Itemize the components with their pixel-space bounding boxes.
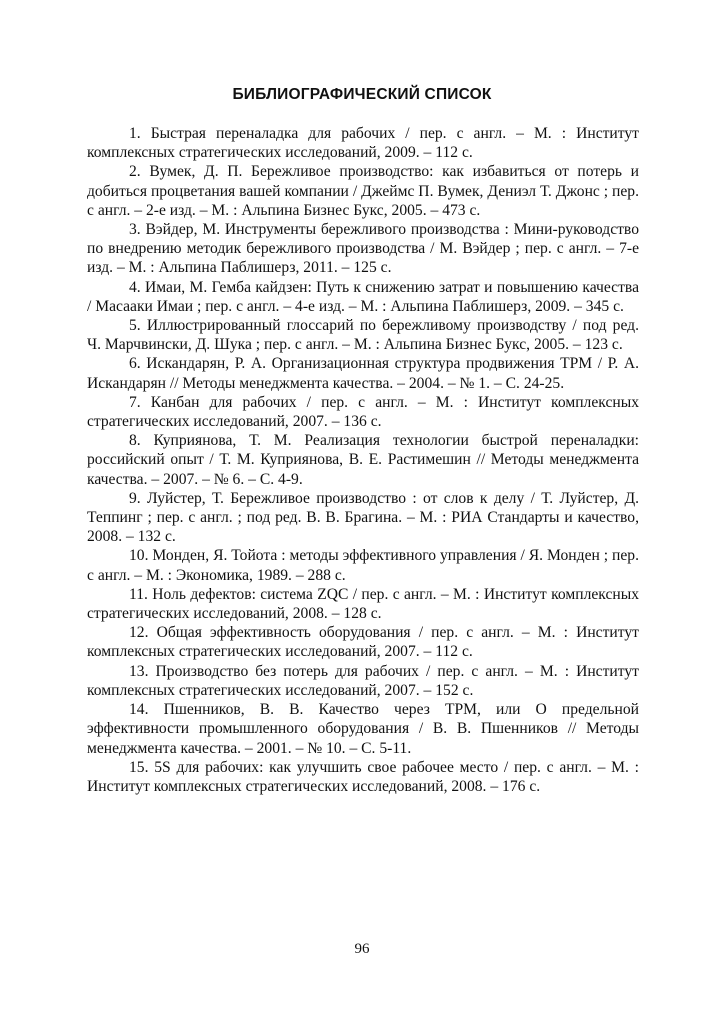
bibliography-entry: 1. Быстрая переналадка для рабочих / пер. с англ. – М. : Институт комплексных стратегических исследований, 2009. – 112 с. — [87, 125, 639, 162]
bibliography-entry: 12. Общая эффективность оборудования / пер. с англ. – М. : Институт комплексных стратегических исследований, 2007. – 112 с. — [87, 624, 639, 661]
bibliography-entry: 13. Производство без потерь для рабочих / пер. с англ. – М. : Институт комплексных стратегических исследований, 2007. – 152 с. — [87, 662, 639, 699]
bibliography-entry: 9. Луйстер, Т. Бережливое производство : от слов к делу / Т. Луйстер, Д. Теппинг ; пер. с англ. ; под ред. В. В. Брагина. – М. : РИА Стандарты и качество, 2008. – 132 с. — [87, 489, 639, 546]
bibliography-entry: 15. 5S для рабочих: как улучшить свое рабочее место / пер. с англ. – М. : Институт комплексных стратегических исследований, 2008. – 176 с. — [87, 758, 639, 795]
bibliography-list — [87, 124, 639, 796]
page-title: БИБЛИОГРАФИЧЕСКИЙ СПИСОК — [232, 86, 492, 103]
bibliography-entry: 4. Имаи, М. Гемба кайдзен: Путь к снижению затрат и повышению качества / Масааки Имаи ; пер. с англ. – 4-е изд. – М. : Альпина Паблишерз, 2009. – 345 с. — [87, 278, 639, 315]
bibliography-entry: 2. Вумек, Д. П. Бережливое производство: как избавиться от потерь и добиться процветания вашей компании / Джеймс П. Вумек, Дениэл Т. Джонс ; пер. с англ. – 2-е изд. – М. : Альпина Бизнес Букс, 2005. – 473 с. — [87, 163, 639, 219]
bibliography-entry: 7. Канбан для рабочих / пер. с англ. – М. : Институт комплексных стратегических исследований, 2007. – 136 с. — [87, 393, 639, 431]
bibliography-entry: 8. Куприянова, Т. М. Реализация технологии быстрой переналадки: российский опыт / Т. М. Куприянова, В. Е. Растимешин // Методы менеджмента качества. – 2007. – № 6. – С. 4-9. — [87, 432, 639, 488]
bibliography-entry: 11. Ноль дефектов: система ZQC / пер. с англ. – М. : Институт комплексных стратегических исследований, 2008. – 128 с. — [87, 585, 639, 623]
bibliography-entry: 5. Иллюстрированный глоссарий по бережливому производству / под ред. Ч. Марчвински, Д. Шука ; пер. с англ. – М. : Альпина Бизнес Букс, 2005. – 123 с. — [87, 317, 639, 354]
bibliography-entry: 3. Вэйдер, М. Инструменты бережливого производства : Мини-руководство по внедрению методик бережливого производства / М. Вэйдер ; пер. с англ. – 7-е изд. – М. : Альпина Паблишерз, 2011. – 125 с. — [87, 221, 639, 277]
bibliography-entry: 6. Искандарян, Р. А. Организационная структура продвижения TPM / Р. А. Искандарян // Методы менеджмента качества. – 2004. – № 1. – С. 24-25. — [87, 355, 639, 392]
bibliography-entry: 10. Монден, Я. Тойота : методы эффективного управления / Я. Монден ; пер. с англ. – М. : Экономика, 1989. – 288 с. — [87, 547, 639, 584]
bibliography-entry: 14. Пшенников, В. В. Качество через TPM, или О предельной эффективности промышленного оборудования / В. В. Пшенников // Методы менеджмента качества. – 2001. – № 10. – С. 5-11. — [87, 701, 639, 757]
page-number: 96 — [354, 941, 370, 957]
